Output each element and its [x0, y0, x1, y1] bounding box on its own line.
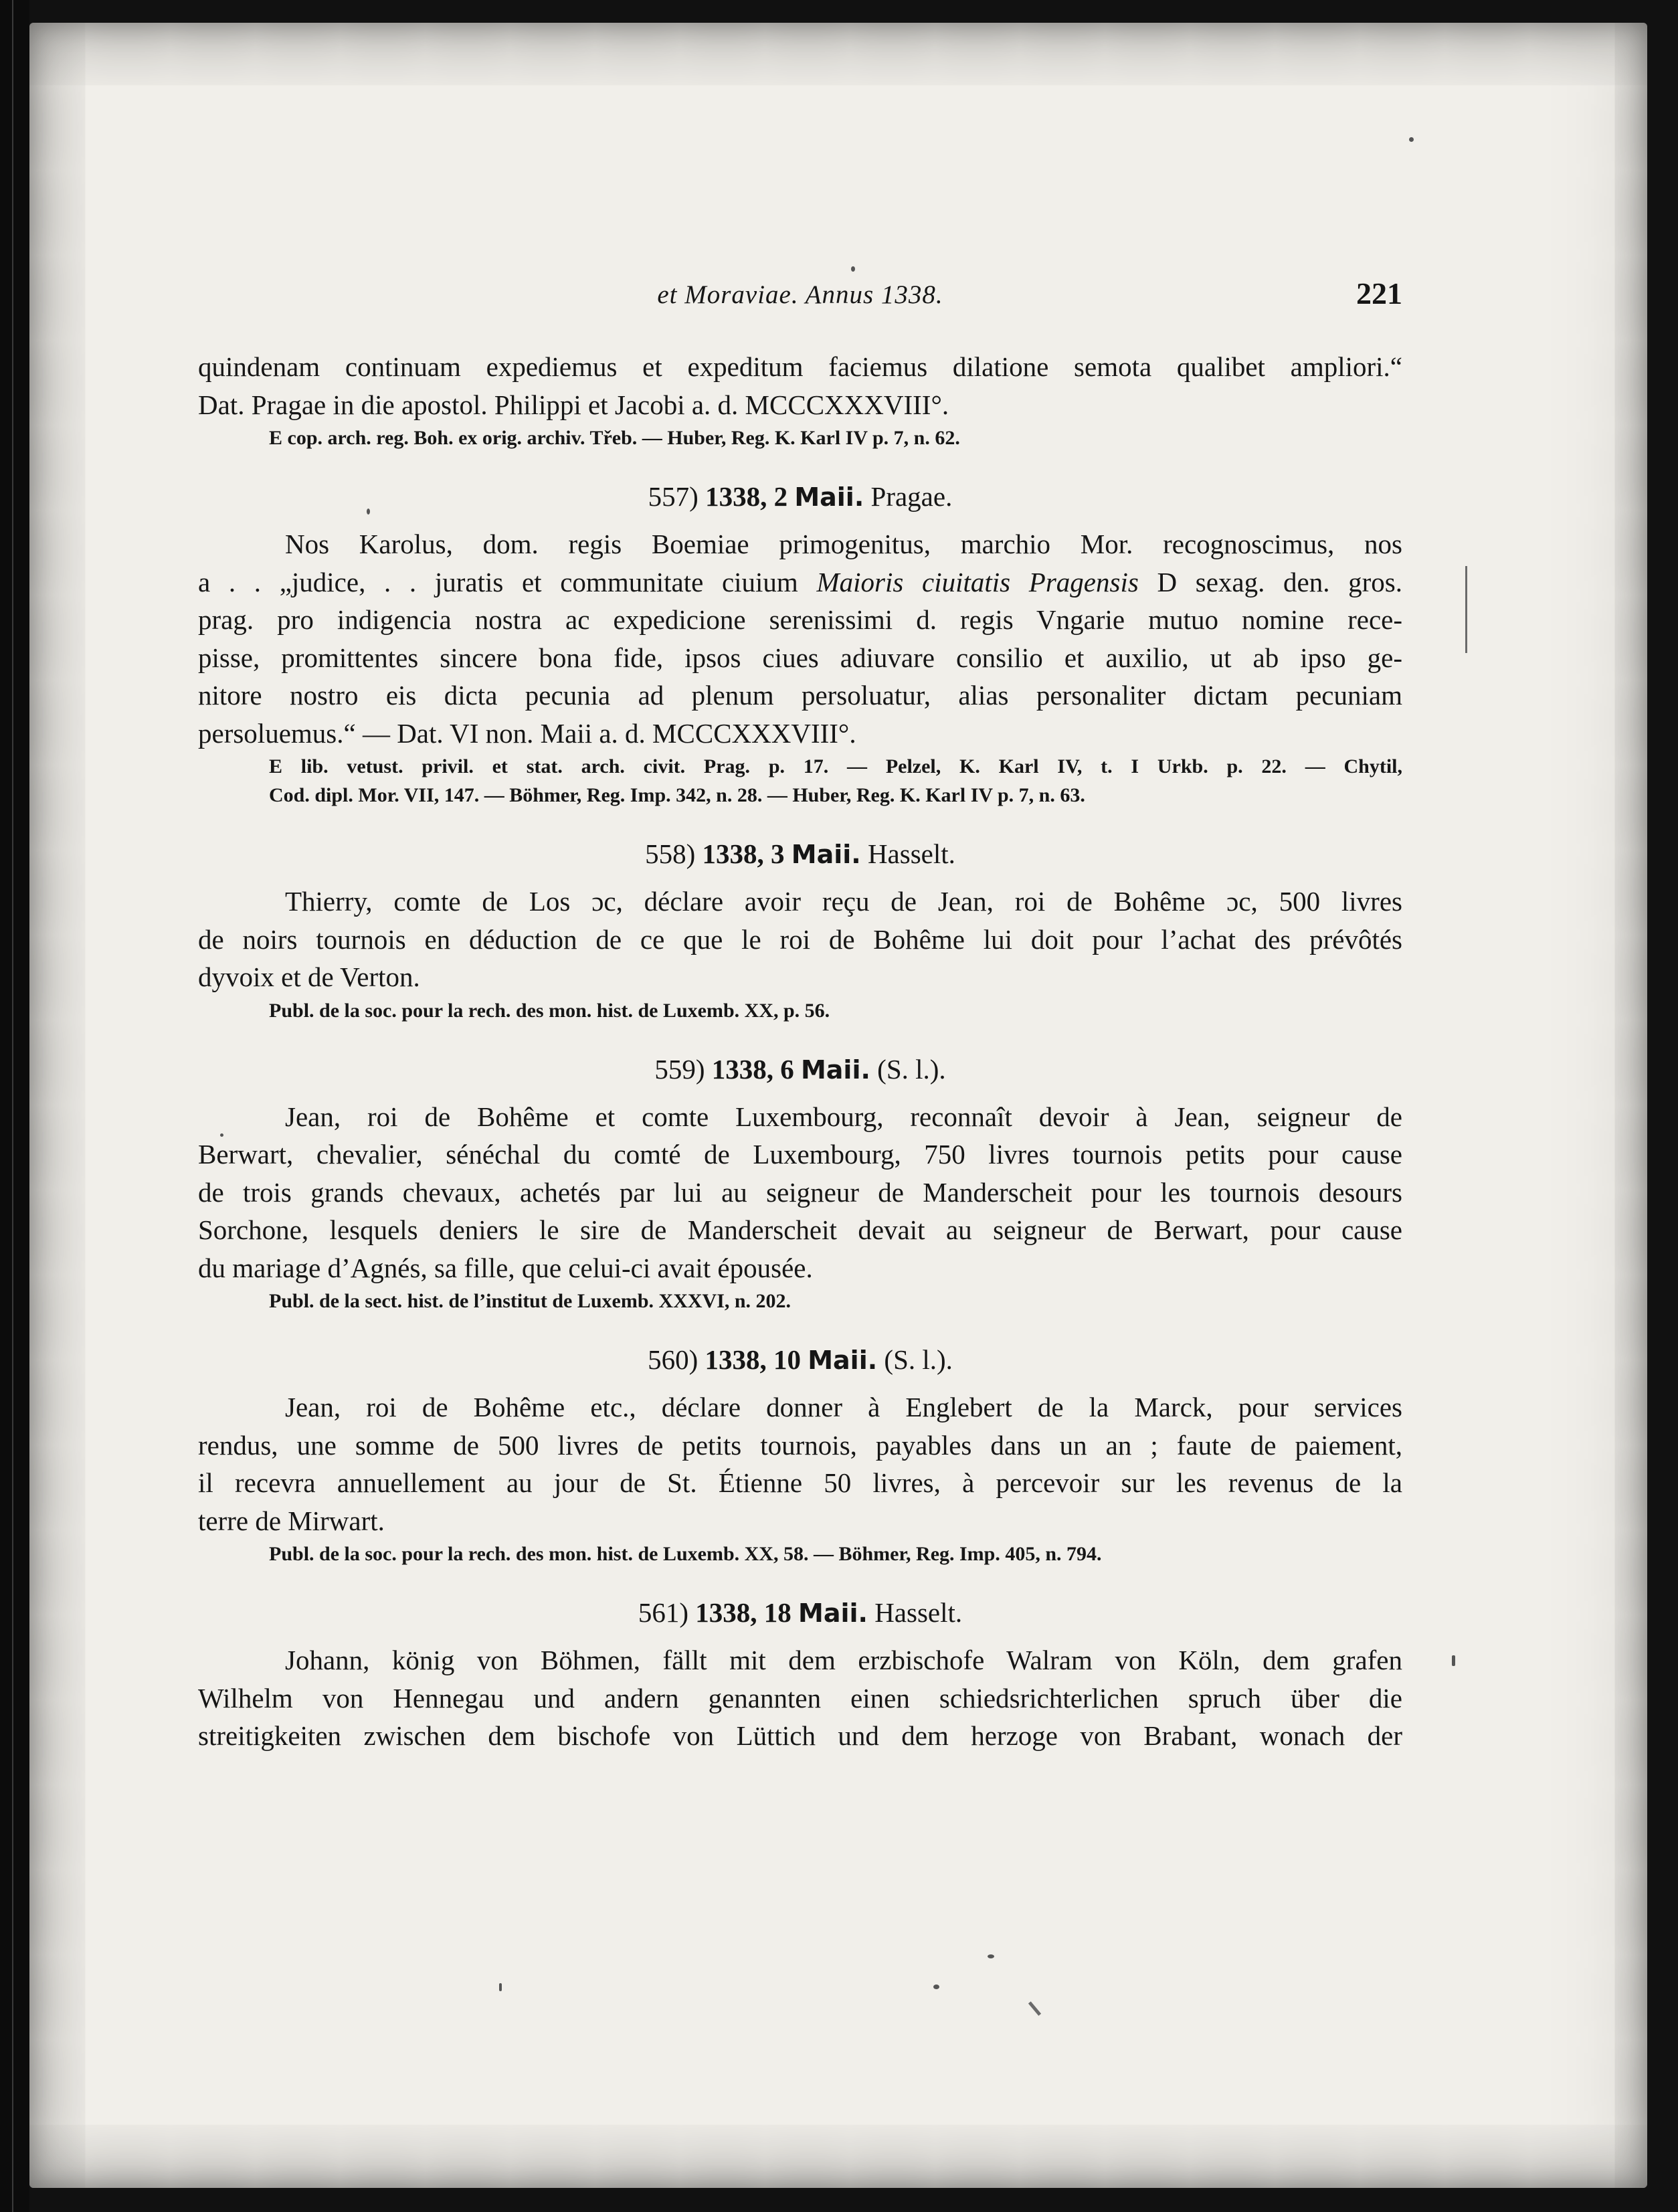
text-line: quindenam continuam expediemus et expeditum faciemus dilatione semota qualibet ampliori.“ [198, 351, 1402, 382]
entry-date: 1338, 6 [711, 1053, 794, 1085]
text-line: Jean, roi de Bohême etc., déclare donner à Englebert de la Marck, pour services [285, 1392, 1402, 1422]
gutter-edge [12, 0, 13, 2212]
source-note: E cop. arch. reg. Boh. ex orig. archiv. Třeb. — Huber, Reg. K. Karl IV p. 7, n. 62. [269, 427, 960, 449]
binding-gutter [0, 0, 29, 2212]
entry-559 [198, 1050, 1402, 1316]
scan-speck [988, 1954, 994, 1958]
source-note: Cod. dipl. Mor. VII, 147. — Böhmer, Reg. Imp. 342, n. 28. — Huber, Reg. K. Karl IV p. 7, n. 63. [269, 784, 1085, 806]
text-run: D sexag. den. gros. [1157, 566, 1402, 597]
entry-month: Maii. [794, 482, 864, 512]
entry-month: Maii. [800, 1054, 870, 1085]
entry-month: Maii. [791, 840, 861, 869]
text-line: Sorchone, lesquels deniers le sire de Manderscheit devait au seigneur de Berwart, pour cause [198, 1214, 1402, 1245]
text-line: terre de Mirwart. [198, 1505, 385, 1536]
source-note: Publ. de la sect. hist. de l’institut de Luxemb. XXXVI, n. 202. [269, 1290, 791, 1312]
text-line: Johann, könig von Böhmen, fällt mit dem erzbischofe Walram von Köln, dem grafen [285, 1645, 1402, 1675]
text-line: dyvoix et de Verton. [198, 961, 420, 992]
scan-speck [933, 1985, 939, 1989]
entry-place: Pragae. [870, 481, 953, 512]
entry-heading [198, 478, 1402, 516]
text-line: rendus, une somme de 500 livres de petits tournois, payables dans un an ; faute de paiement, [198, 1429, 1402, 1461]
text-line: persoluemus.“ — Dat. VI non. Maii a. d. MCCCXXXVIII°. [198, 717, 856, 749]
scan-speck [1409, 137, 1414, 142]
margin-line [1465, 566, 1467, 653]
entry-number: 561) [638, 1597, 688, 1628]
entry-number: 559) [654, 1053, 705, 1085]
continuation-block [198, 348, 1402, 452]
text-line [198, 563, 1402, 602]
running-title: et Moraviae. Annus 1338. [657, 280, 943, 309]
text-line: pisse, promittentes sincere bona fide, ipsos ciues adiuvare consilio et auxilio, ut ab ipso ge- [198, 642, 1402, 673]
entry-number: 558) [645, 838, 696, 869]
text-line: de trois grands chevaux, achetés par lui au seigneur de Manderscheit pour les tournois desours [198, 1176, 1402, 1208]
text-run: a . . „judice, . . juratis et communitate ciuium [198, 566, 798, 597]
text-line: Wilhelm von Hennegau und andern genannten einen schiedsrichterlichen spruch über die [198, 1682, 1402, 1714]
entry-558 [198, 835, 1402, 1025]
entry-place: (S. l.). [877, 1053, 946, 1085]
text-line: Nos Karolus, dom. regis Boemiae primogenitus, marchio Mor. recognoscimus, nos [285, 529, 1402, 559]
text-line: streitigkeiten zwischen dem bischofe von Lüttich und dem herzoge von Brabant, wonach der [198, 1720, 1402, 1751]
text-line: de noirs tournois en déduction de ce que le roi de Bohême lui doit pour l’achat des prévôtés [198, 923, 1402, 955]
entry-place: (S. l.). [884, 1344, 953, 1375]
page-number: 221 [1356, 276, 1402, 310]
text-line: Jean, roi de Bohême et comte Luxembourg, reconnaît devoir à Jean, seigneur de [285, 1101, 1402, 1132]
text-line: Thierry, comte de Los ɔc, déclare avoir reçu de Jean, roi de Bohême ɔc, 500 livres [285, 886, 1402, 917]
text-line: il recevra annuellement au jour de St. Étienne 50 livres, à percevoir sur les revenus de la [198, 1467, 1402, 1498]
text-line: du mariage d’Agnés, sa fille, que celui-ci avait épousée. [198, 1252, 813, 1283]
entry-date: 1338, 10 [705, 1344, 801, 1375]
entry-560 [198, 1341, 1402, 1568]
text-line: nitore nostro eis dicta pecunia ad plenum persoluatur, alias personaliter dictam pecuniam [198, 680, 1402, 711]
entry-date: 1338, 3 [702, 838, 785, 869]
scan-speck [851, 266, 855, 272]
source-note: Publ. de la soc. pour la rech. des mon. hist. de Luxemb. XX, 58. — Böhmer, Reg. Imp. 405, n. 794. [269, 1543, 1102, 1565]
source-note: E lib. vetust. privil. et stat. arch. civit. Prag. p. 17. — Pelzel, K. Karl IV, t. I Urkb. p. 22. — Chytil, [269, 755, 1402, 777]
entry-month: Maii. [798, 1598, 868, 1628]
entry-place: Hasselt. [867, 838, 955, 869]
entry-number: 560) [648, 1344, 698, 1375]
scan-speck [1452, 1655, 1455, 1666]
entry-heading [198, 835, 1402, 873]
entry-heading [198, 1050, 1402, 1089]
entry-561 [198, 1594, 1402, 1755]
entry-place: Hasselt. [874, 1597, 963, 1628]
source-note: Publ. de la soc. pour la rech. des mon. hist. de Luxemb. XX, p. 56. [269, 999, 830, 1022]
entry-month: Maii. [808, 1346, 878, 1375]
scan-speck [499, 1983, 502, 1991]
entry-date: 1338, 2 [705, 481, 788, 512]
entry-heading [198, 1341, 1402, 1379]
running-head [198, 276, 1402, 320]
italic-run: Maioris ciuitatis Pragensis [816, 566, 1139, 597]
text-line: Berwart, chevalier, sénéchal du comté de Luxembourg, 750 livres tournois petits pour cause [198, 1139, 1402, 1170]
entry-557 [198, 478, 1402, 810]
entry-number: 557) [648, 481, 698, 512]
text-line: prag. pro indigencia nostra ac expedicione serenissimi d. regis Vngarie mutuo nomine rece- [198, 604, 1402, 635]
page-body [198, 348, 1402, 1755]
text-line: Dat. Pragae in die apostol. Philippi et Jacobi a. d. MCCCXXXVIII°. [198, 389, 949, 420]
entry-date: 1338, 18 [695, 1597, 791, 1628]
entry-heading [198, 1594, 1402, 1632]
